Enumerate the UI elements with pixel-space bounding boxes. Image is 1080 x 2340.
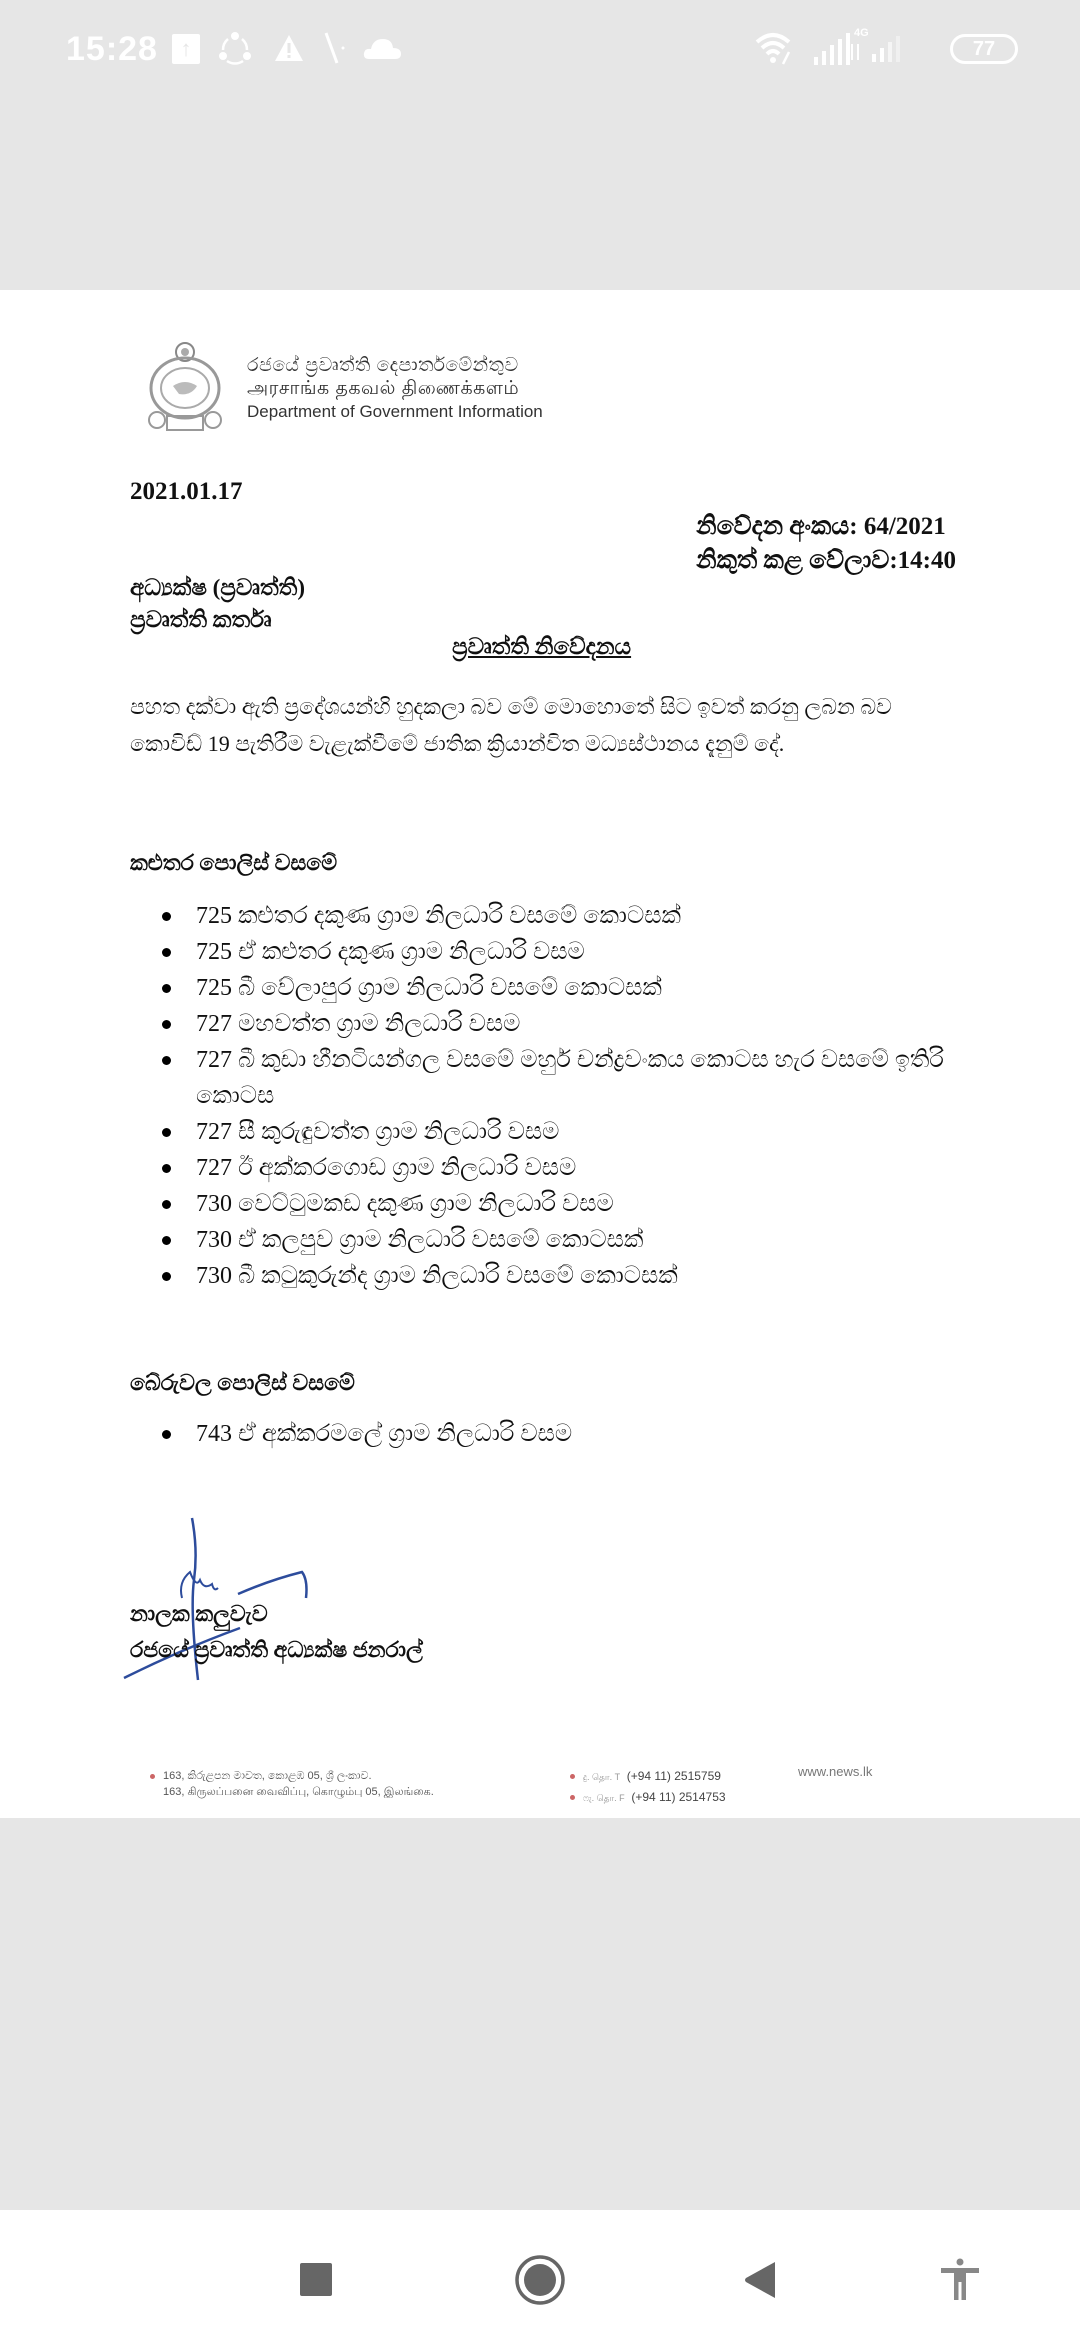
letterhead-tamil: அரசாங்க தகவல் திணைக்களம்: [247, 377, 520, 399]
issued-time: නිකුත් කළ වේලාව:14:40: [696, 547, 956, 574]
signatory-name: නාලක කලුවැව: [130, 1601, 268, 1626]
bullet-icon: [150, 1774, 155, 1779]
no-signal-icon: [322, 30, 348, 66]
signatory: [130, 1596, 423, 1668]
emblem-icon: [145, 338, 225, 438]
section-title-beruwala: බේරුවල පොලිස් වසමේ: [130, 1370, 355, 1395]
footer-phones: දු. தொ. T (+94 11) 2515759 ෆැ. தொ. F (+94 11) 2514753: [570, 1766, 726, 1808]
4g-signal-icon: [844, 26, 904, 62]
battery-icon: 77: [950, 34, 1018, 64]
kalutara-area-list: [160, 898, 970, 1294]
list-item: 727 බී කුඩා හීනටියන්ගල වසමේ මහුර් චන්ද්‍රවංකය කොටස හැර වසමේ ඉතිරි කොටස: [160, 1042, 970, 1114]
document-date: 2021.01.17: [130, 478, 243, 505]
recent-apps-button[interactable]: [286, 2250, 346, 2310]
home-button[interactable]: [510, 2250, 570, 2310]
svg-text:4G: 4G: [854, 27, 869, 39]
back-triangle-icon: [743, 2260, 777, 2300]
fax-icon: [570, 1795, 575, 1800]
letterhead: [145, 338, 543, 438]
navigation-bar: [0, 2210, 1080, 2340]
phone-number: (+94 11) 2515759: [626, 1769, 721, 1783]
letter-footer: [0, 1730, 1080, 1818]
fax-number: (+94 11) 2514753: [631, 1790, 726, 1804]
square-icon: [300, 2263, 332, 2297]
release-number: නිවේදන අංකය: 64/2021: [696, 513, 946, 540]
list-item: 730 වෙට්ටුමකඩ දකුණ ග්‍රාම නිලධාරි වසම: [160, 1186, 970, 1222]
list-item: 727 මහවත්ත ග්‍රාම නිලධාරි වසම: [160, 1006, 970, 1042]
status-time: 15:28: [66, 30, 158, 68]
addressee-line-2: ප්‍රවෘත්ති කර්තෘ: [130, 607, 272, 632]
list-item: 725 කළුතර දකුණ ග්‍රාම නිලධාරි වසමේ කොටසක්: [160, 898, 970, 934]
letterhead-english: Department of Government Information: [247, 401, 543, 421]
accessibility-icon: [940, 2258, 980, 2302]
signatory-title: රජයේ ප්‍රවෘත්ති අධ්‍යක්ෂ ජනරාල්: [130, 1637, 423, 1662]
accessibility-button[interactable]: [930, 2250, 990, 2310]
intro-paragraph: පහත දක්වා ඇති ප්‍රදේශයන්හි හුදකලා බව මේ මොහොතේ සිට ඉවත් කරනු ලබන බව කොවිඩ් 19 පැතිරීම වැළැක්වීමේ ජාතික ක්‍රියාන්විත මධ්‍යස්ථානය දැනුම් දේ.: [130, 694, 892, 756]
share-icon: [216, 30, 254, 66]
wifi-icon: [752, 30, 802, 66]
addressee: [130, 572, 305, 636]
release-reference: [696, 510, 956, 578]
status-bar: [0, 0, 1080, 100]
list-item: 727 ඊ අක්කරගොඩ ග්‍රාම නිලධාරි වසම: [160, 1150, 970, 1186]
back-button[interactable]: [730, 2250, 790, 2310]
list-item: 725 ඒ කළුතර දකුණ ග්‍රාම නිලධාරි වසම: [160, 934, 970, 970]
list-item: 725 බී වේලාපුර ග්‍රාම නිලධාරි වසමේ කොටසක්: [160, 970, 970, 1006]
footer-website: www.news.lk: [798, 1764, 873, 1779]
letterhead-sinhala: රජයේ ප්‍රවෘත්ති දෙපාර්තමේන්තුව: [247, 354, 519, 376]
section-title-kalutara: කළුතර පොලිස් වසමේ: [130, 850, 338, 875]
addressee-line-1: අධ්‍යක්ෂ (ප්‍රවෘත්ති): [130, 575, 305, 600]
cloud-icon: [360, 30, 406, 66]
document-title: ප්‍රවෘත්ති නිවේදනය: [452, 634, 632, 659]
list-item: 730 බී කටුකුරුන්ද ග්‍රාම නිලධාරි වසමේ කොටසක්: [160, 1258, 970, 1294]
phone-icon: [570, 1774, 575, 1779]
home-circle-icon: [514, 2254, 566, 2306]
beruwala-area-list: [160, 1416, 970, 1452]
document-page: [0, 290, 1080, 1818]
upload-icon: ↑: [172, 34, 200, 64]
list-item: 743 ඒ අක්කරමලේ ග්‍රාම නිලධාරි වසම: [160, 1416, 970, 1452]
list-item: 730 ඒ කලපුව ග්‍රාම නිලධාරි වසමේ කොටසක්: [160, 1222, 970, 1258]
footer-address: 163, කිරුළපන මාවත, කොළඹ 05, ශ්‍රී ලංකාව. 163, கிருலப்பனை வைவிப்பு, கொழும்பு 05, இலங்கை.: [150, 1768, 434, 1800]
warning-icon: [272, 30, 306, 66]
list-item: 727 සී කුරුඳුවත්ත ග්‍රාම නිලධාරි වසම: [160, 1114, 970, 1150]
